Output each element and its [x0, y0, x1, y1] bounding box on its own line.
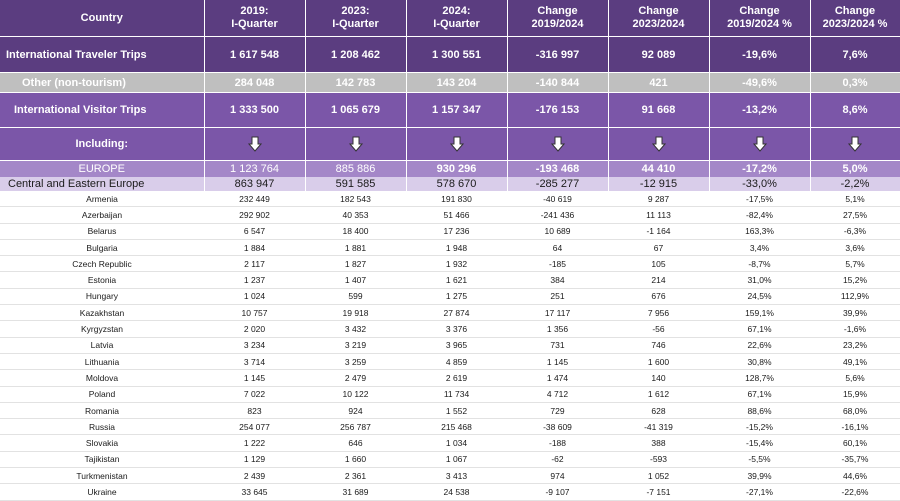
table-row-cell: 27,5%	[810, 207, 900, 223]
table-row-cell: -7 151	[608, 484, 709, 500]
table-row	[0, 191, 900, 207]
europe-row-label: EUROPE	[0, 161, 204, 178]
table-row-cell: 1 067	[406, 451, 507, 467]
down-arrow-icon	[450, 136, 464, 152]
table-row	[0, 272, 900, 288]
international-visitor-trips-row-cell: 1 065 679	[305, 93, 406, 128]
table-row-cell: 974	[507, 468, 608, 484]
table-row-cell: 1 052	[608, 468, 709, 484]
table-row-cell: 4 859	[406, 353, 507, 369]
table-row-cell: -241 436	[507, 207, 608, 223]
table-row-cell: 1 024	[204, 288, 305, 304]
table-row-cell: 40 353	[305, 207, 406, 223]
table-row-cell: 7 022	[204, 386, 305, 402]
international-traveler-trips-row-cell: 1 617 548	[204, 37, 305, 73]
including-arrow-cell	[608, 128, 709, 161]
table-row	[0, 305, 900, 321]
international-visitor-trips-row-cell: -13,2%	[709, 93, 810, 128]
table-row-cell: -40 619	[507, 191, 608, 207]
table-row	[0, 256, 900, 272]
central-eastern-europe-row-cell: 591 585	[305, 177, 406, 191]
international-traveler-trips-row-label: International Traveler Trips	[0, 37, 204, 73]
international-visitor-trips-row-cell: 1 333 500	[204, 93, 305, 128]
table-row	[0, 419, 900, 435]
table-row-cell: -17,5%	[709, 191, 810, 207]
central-eastern-europe-row-cell: 863 947	[204, 177, 305, 191]
table-row-cell: -15,4%	[709, 435, 810, 451]
down-arrow-icon	[753, 136, 767, 152]
table-row-cell: 39,9%	[709, 468, 810, 484]
table-row	[0, 370, 900, 386]
including-arrow-cell	[406, 128, 507, 161]
other-non-tourism-row-cell: 421	[608, 73, 709, 93]
column-header	[608, 0, 709, 37]
table-row-cell: 24,5%	[709, 288, 810, 304]
table-row	[0, 321, 900, 337]
table-row-cell: 1 356	[507, 321, 608, 337]
europe-row-cell: 5,0%	[810, 161, 900, 178]
table-row-cell: 159,1%	[709, 305, 810, 321]
other-non-tourism-row-cell: -49,6%	[709, 73, 810, 93]
europe-row-cell: 1 123 764	[204, 161, 305, 178]
table-row-cell: 15,9%	[810, 386, 900, 402]
table-row-cell: 1 621	[406, 272, 507, 288]
column-header-text: 2019:	[240, 5, 269, 17]
table-row-label: Kazakhstan	[0, 305, 204, 321]
column-header-text: I-Quarter	[231, 18, 278, 30]
table-row-cell: -6,3%	[810, 223, 900, 239]
table-row-cell: 2 479	[305, 370, 406, 386]
table-row-cell: 5,7%	[810, 256, 900, 272]
table-row-label: Ukraine	[0, 484, 204, 500]
table-row-cell: 27 874	[406, 305, 507, 321]
column-header	[810, 0, 900, 37]
international-traveler-trips-row-cell: -19,6%	[709, 37, 810, 73]
table-row-cell: 24 538	[406, 484, 507, 500]
column-header-text: Change	[739, 5, 780, 17]
table-row-cell: 5,1%	[810, 191, 900, 207]
header-row	[0, 0, 900, 37]
table-row-cell: 163,3%	[709, 223, 810, 239]
table-row-cell: -1,6%	[810, 321, 900, 337]
table-row	[0, 435, 900, 451]
table-row-cell: 646	[305, 435, 406, 451]
table-row-cell: 39,9%	[810, 305, 900, 321]
down-arrow-icon	[551, 136, 565, 152]
table-row-cell: -56	[608, 321, 709, 337]
table-row-cell: 68,0%	[810, 402, 900, 418]
table-row-cell: 1 407	[305, 272, 406, 288]
table-row-cell: 10 122	[305, 386, 406, 402]
table-row-cell: 105	[608, 256, 709, 272]
table-row	[0, 337, 900, 353]
europe-row	[0, 161, 900, 178]
other-non-tourism-row-cell: 284 048	[204, 73, 305, 93]
including-arrow-cell	[507, 128, 608, 161]
other-non-tourism-row-cell: 143 204	[406, 73, 507, 93]
table-row-cell: 1 948	[406, 239, 507, 255]
international-visitor-trips-row-cell: -176 153	[507, 93, 608, 128]
table-row-label: Latvia	[0, 337, 204, 353]
table-row-cell: 1 237	[204, 272, 305, 288]
column-header-text: 2019/2024	[531, 18, 584, 30]
table-row-cell: -27,1%	[709, 484, 810, 500]
column-header-country	[0, 0, 204, 37]
column-header	[305, 0, 406, 37]
table-row-cell: 1 129	[204, 451, 305, 467]
table-row-cell: 292 902	[204, 207, 305, 223]
table-row-cell: 10 757	[204, 305, 305, 321]
europe-row-cell: 885 886	[305, 161, 406, 178]
table-row-cell: 3 234	[204, 337, 305, 353]
table-row-cell: 388	[608, 435, 709, 451]
column-header-text: Change	[537, 5, 578, 17]
international-visitor-trips-row	[0, 93, 900, 128]
table-row-cell: 22,6%	[709, 337, 810, 353]
column-header	[204, 0, 305, 37]
table-row-cell: 3 259	[305, 353, 406, 369]
table-row-label: Russia	[0, 419, 204, 435]
table-row-cell: 384	[507, 272, 608, 288]
table-row-cell: 251	[507, 288, 608, 304]
table-row-label: Kyrgyzstan	[0, 321, 204, 337]
international-traveler-trips-row-cell: 92 089	[608, 37, 709, 73]
table-row-cell: 232 449	[204, 191, 305, 207]
table-row	[0, 207, 900, 223]
table-row-cell: -35,7%	[810, 451, 900, 467]
table-row-cell: 15,2%	[810, 272, 900, 288]
table-row-cell: -5,5%	[709, 451, 810, 467]
column-header-text: Country	[80, 11, 123, 24]
table-row-cell: 5,6%	[810, 370, 900, 386]
international-visitor-trips-row-cell: 1 157 347	[406, 93, 507, 128]
down-arrow-icon	[248, 136, 262, 152]
table-row-cell: -22,6%	[810, 484, 900, 500]
table-row	[0, 288, 900, 304]
table-row-cell: 51 466	[406, 207, 507, 223]
table-row-cell: 67,1%	[709, 321, 810, 337]
table-row-label: Azerbaijan	[0, 207, 204, 223]
column-header-text: 2019/2024 %	[727, 18, 792, 30]
table-row-cell: -185	[507, 256, 608, 272]
central-eastern-europe-row-cell: -285 277	[507, 177, 608, 191]
table-row-cell: 11 734	[406, 386, 507, 402]
table-row-cell: -16,1%	[810, 419, 900, 435]
column-header-text: 2023:	[341, 5, 370, 17]
table-row-label: Tajikistan	[0, 451, 204, 467]
column-header-text: 2024:	[442, 5, 471, 17]
column-header-text: I-Quarter	[433, 18, 480, 30]
other-non-tourism-row-label: Other (non-tourism)	[0, 73, 204, 93]
table-row	[0, 468, 900, 484]
table-row	[0, 402, 900, 418]
table-row	[0, 223, 900, 239]
central-eastern-europe-row	[0, 177, 900, 191]
table-row-cell: 18 400	[305, 223, 406, 239]
table-row-cell: 17 117	[507, 305, 608, 321]
table-row-label: Belarus	[0, 223, 204, 239]
other-non-tourism-row-cell: -140 844	[507, 73, 608, 93]
table-row-cell: 19 918	[305, 305, 406, 321]
table-row-cell: 64	[507, 239, 608, 255]
table-row	[0, 484, 900, 500]
central-eastern-europe-row-cell: -33,0%	[709, 177, 810, 191]
table-row-cell: 1 612	[608, 386, 709, 402]
table-row-cell: 1 222	[204, 435, 305, 451]
table-row-cell: 67	[608, 239, 709, 255]
table-row-cell: 1 660	[305, 451, 406, 467]
table-row-cell: 1 600	[608, 353, 709, 369]
international-traveler-trips-row	[0, 37, 900, 73]
table-row-label: Slovakia	[0, 435, 204, 451]
other-non-tourism-row	[0, 73, 900, 93]
including-arrow-cell	[305, 128, 406, 161]
table-row-cell: 67,1%	[709, 386, 810, 402]
table-row-cell: 7 956	[608, 305, 709, 321]
europe-row-cell: 930 296	[406, 161, 507, 178]
other-non-tourism-row-cell: 0,3%	[810, 73, 900, 93]
table-row-cell: 215 468	[406, 419, 507, 435]
table-row-cell: -82,4%	[709, 207, 810, 223]
central-eastern-europe-row-cell: 578 670	[406, 177, 507, 191]
table-row-cell: -593	[608, 451, 709, 467]
table-row-cell: 729	[507, 402, 608, 418]
column-header-text: Change	[834, 5, 876, 17]
table-row-cell: -8,7%	[709, 256, 810, 272]
central-eastern-europe-row-cell: -12 915	[608, 177, 709, 191]
table-row-cell: 30,8%	[709, 353, 810, 369]
table-row-cell: 31 689	[305, 484, 406, 500]
table-row-cell: 1 552	[406, 402, 507, 418]
central-eastern-europe-row-label: Central and Eastern Europe	[0, 177, 204, 191]
table-row-label: Hungary	[0, 288, 204, 304]
table-row	[0, 386, 900, 402]
table-row-cell: 140	[608, 370, 709, 386]
table-row-cell: 3 376	[406, 321, 507, 337]
table-row-cell: 31,0%	[709, 272, 810, 288]
table-row-cell: 676	[608, 288, 709, 304]
table-row-cell: 3,6%	[810, 239, 900, 255]
table-row-cell: 1 145	[507, 353, 608, 369]
table-row-cell: -62	[507, 451, 608, 467]
europe-row-cell: -193 468	[507, 161, 608, 178]
table-row-cell: 60,1%	[810, 435, 900, 451]
down-arrow-icon	[848, 136, 862, 152]
international-traveler-trips-row-cell: 1 208 462	[305, 37, 406, 73]
table-row-cell: -1 164	[608, 223, 709, 239]
table-row-cell: 628	[608, 402, 709, 418]
including-arrow-cell	[709, 128, 810, 161]
table-row-cell: 599	[305, 288, 406, 304]
europe-row-cell: -17,2%	[709, 161, 810, 178]
international-visitor-trips-row-label: International Visitor Trips	[0, 93, 204, 128]
table-row-label: Estonia	[0, 272, 204, 288]
table-row-label: Romania	[0, 402, 204, 418]
table-row-cell: 1 827	[305, 256, 406, 272]
table-row-cell: 746	[608, 337, 709, 353]
table-row-label: Bulgaria	[0, 239, 204, 255]
table-row-cell: 1 034	[406, 435, 507, 451]
table-row-label: Moldova	[0, 370, 204, 386]
table-row-cell: 924	[305, 402, 406, 418]
other-non-tourism-row-cell: 142 783	[305, 73, 406, 93]
table-row-cell: 2 117	[204, 256, 305, 272]
table-row-cell: 10 689	[507, 223, 608, 239]
table-row-label: Poland	[0, 386, 204, 402]
column-header	[507, 0, 608, 37]
table-row-cell: 11 113	[608, 207, 709, 223]
table-row-cell: 112,9%	[810, 288, 900, 304]
column-header	[406, 0, 507, 37]
column-header-text: 2023/2024	[632, 18, 685, 30]
table-row-cell: 1 884	[204, 239, 305, 255]
column-header	[709, 0, 810, 37]
table-row-cell: 23,2%	[810, 337, 900, 353]
table-row-cell: 3 413	[406, 468, 507, 484]
table-row-cell: 49,1%	[810, 353, 900, 369]
including-arrow-cell	[810, 128, 900, 161]
table-row-label: Lithuania	[0, 353, 204, 369]
international-traveler-trips-row-cell: -316 997	[507, 37, 608, 73]
column-header-text: I-Quarter	[332, 18, 379, 30]
table-row-label: Czech Republic	[0, 256, 204, 272]
table-row-cell: 1 881	[305, 239, 406, 255]
table-row-cell: 2 361	[305, 468, 406, 484]
table-row-cell: -41 319	[608, 419, 709, 435]
including-arrow-cell	[204, 128, 305, 161]
table-row-cell: 1 932	[406, 256, 507, 272]
table-row-cell: 2 439	[204, 468, 305, 484]
column-header-text: Change	[638, 5, 679, 17]
table-row-cell: 2 020	[204, 321, 305, 337]
including-row	[0, 128, 900, 161]
table-row-cell: 128,7%	[709, 370, 810, 386]
table-row-cell: 2 619	[406, 370, 507, 386]
table-row-cell: 88,6%	[709, 402, 810, 418]
table-row-cell: 17 236	[406, 223, 507, 239]
table-row-cell: 254 077	[204, 419, 305, 435]
table-row-label: Armenia	[0, 191, 204, 207]
international-visitor-trips-row-cell: 8,6%	[810, 93, 900, 128]
international-visitor-trips-row-cell: 91 668	[608, 93, 709, 128]
table-row-cell: 4 712	[507, 386, 608, 402]
down-arrow-icon	[349, 136, 363, 152]
table-row-cell: 823	[204, 402, 305, 418]
table-row-cell: -9 107	[507, 484, 608, 500]
table-row-cell: 1 275	[406, 288, 507, 304]
europe-row-cell: 44 410	[608, 161, 709, 178]
international-traveler-trips-row-cell: 7,6%	[810, 37, 900, 73]
table-row-cell: 44,6%	[810, 468, 900, 484]
table-row-cell: 214	[608, 272, 709, 288]
international-traveler-trips-row-cell: 1 300 551	[406, 37, 507, 73]
table-row-cell: 3 965	[406, 337, 507, 353]
table-row-cell: 3 432	[305, 321, 406, 337]
table-row-cell: 731	[507, 337, 608, 353]
table-row-cell: 9 287	[608, 191, 709, 207]
table-row-cell: -38 609	[507, 419, 608, 435]
table-row-cell: -188	[507, 435, 608, 451]
table-row-cell: 191 830	[406, 191, 507, 207]
table-row-cell: -15,2%	[709, 419, 810, 435]
table-row-cell: 1 474	[507, 370, 608, 386]
table-row	[0, 451, 900, 467]
table-row-label: Turkmenistan	[0, 468, 204, 484]
table-row-cell: 182 543	[305, 191, 406, 207]
table-row-cell: 6 547	[204, 223, 305, 239]
table-row-cell: 33 645	[204, 484, 305, 500]
table-row	[0, 353, 900, 369]
table-row-cell: 3 219	[305, 337, 406, 353]
column-header-text: 2023/2024 %	[822, 18, 888, 30]
table-row-cell: 256 787	[305, 419, 406, 435]
table-row-cell: 3,4%	[709, 239, 810, 255]
table-row	[0, 239, 900, 255]
down-arrow-icon	[652, 136, 666, 152]
table-row-cell: 1 145	[204, 370, 305, 386]
table-row-cell: 3 714	[204, 353, 305, 369]
central-eastern-europe-row-cell: -2,2%	[810, 177, 900, 191]
including-label: Including:	[0, 128, 204, 161]
